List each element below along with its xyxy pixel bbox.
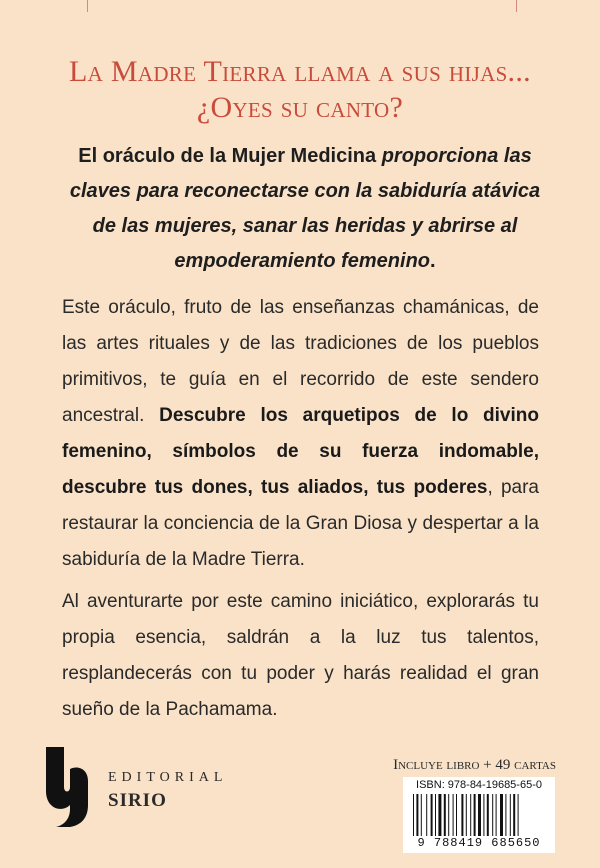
paragraph-1-part-1: Este oráculo, fruto de las enseñanzas chamánicas, de las artes rituales y de las tradiciones de los pueblos primitivos, te guía en el recorrido de este sendero ancestral. [62, 297, 539, 426]
publisher-name [108, 768, 227, 814]
intro-italic: proporciona las claves para reconectarse con la sabiduría atávica de las mujeres, sanar las heridas y abrirse al empoderamiento femenino [69, 145, 541, 272]
body-paragraph-2 [62, 584, 539, 728]
paragraph-1-bold: Descubre los arquetipos de lo divino femenino, símbolos de su fuerza indomable, descubre tus dones, tus aliados, tus poderes [62, 405, 539, 498]
body-paragraph-1 [62, 290, 539, 578]
publisher-line-1: EDITORIAL [108, 770, 228, 785]
paragraph-2-text: Al aventurarte por este camino iniciático, explorarás tu propia esencia, saldrán a la luz tus talentos, resplandecerás con tu poder y harás realidad el gran sueño de la Pachamama. [62, 591, 539, 720]
intro-bold: El oráculo de la Mujer Medicina [78, 145, 377, 167]
contents-note: Incluye libro + 49 cartas [393, 757, 556, 773]
isbn-label: ISBN: 978-84-19685-65-0 [416, 779, 542, 791]
barcode-bars-icon [411, 794, 551, 836]
intro-end: . [430, 250, 436, 272]
headline [0, 54, 600, 126]
isbn-barcode [403, 777, 555, 853]
paragraph-1-part-2: , para restaurar la conciencia de la Gran Diosa y despertar a la sabiduría de la Madre Tierra. [62, 477, 540, 570]
headline-line-2: ¿Oyes su canto? [196, 91, 404, 124]
headline-line-1: La Madre Tierra llama a sus hijas... [69, 55, 531, 88]
isbn-digits: 9 788419 685650 [417, 836, 541, 850]
sirio-logo-icon [40, 747, 90, 827]
top-frame-line [87, 0, 517, 12]
intro-paragraph [60, 139, 550, 279]
publisher-line-2: SIRIO [108, 790, 167, 811]
